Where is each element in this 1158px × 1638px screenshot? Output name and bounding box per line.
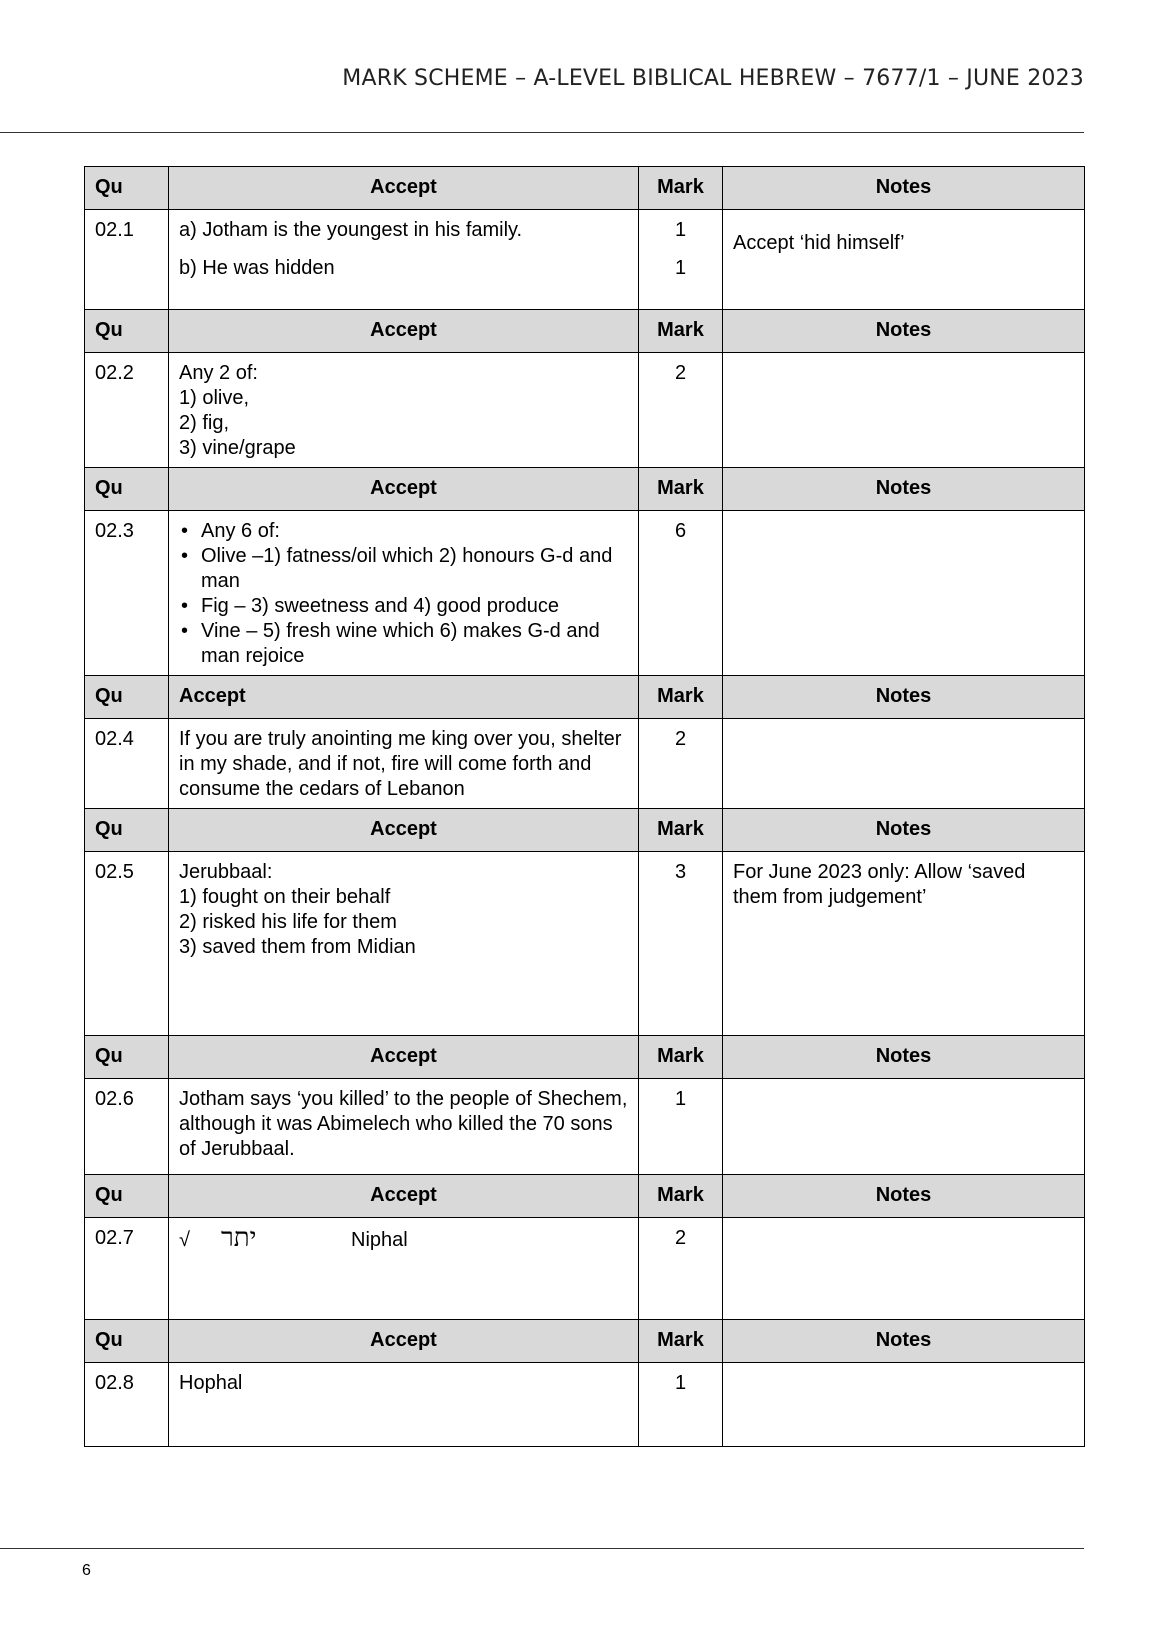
accept-line: Jerubbaal:	[179, 861, 273, 883]
footer-divider	[0, 1548, 1084, 1549]
header-mark: Mark	[639, 676, 723, 719]
header-accept: Accept	[169, 310, 639, 353]
notes-cell	[723, 210, 1085, 310]
table-row	[85, 1218, 1085, 1320]
table-header-row	[85, 809, 1085, 852]
header-qu: Qu	[85, 676, 169, 719]
table-header-row	[85, 1320, 1085, 1363]
table-header-row	[85, 468, 1085, 511]
header-qu: Qu	[85, 1175, 169, 1218]
mark-cell: 1	[639, 1079, 723, 1175]
header-mark: Mark	[639, 1320, 723, 1363]
header-notes: Notes	[723, 167, 1085, 210]
accept-cell	[169, 852, 639, 1036]
question-number: 02.1	[85, 210, 169, 310]
accept-line: Any 2 of:	[179, 362, 258, 384]
notes-cell	[723, 1363, 1085, 1447]
header-notes: Notes	[723, 1175, 1085, 1218]
mark-scheme-table	[84, 166, 1085, 1447]
header-accept: Accept	[169, 1320, 639, 1363]
hebrew-root-line	[179, 1223, 628, 1253]
header-qu: Qu	[85, 468, 169, 511]
verb-form: Niphal	[351, 1229, 408, 1251]
header-accept: Accept	[169, 167, 639, 210]
notes-line: Accept ‘hid himself’	[733, 232, 905, 254]
accept-cell	[169, 511, 639, 676]
question-number: 02.2	[85, 353, 169, 468]
document-header-title: MARK SCHEME – A-LEVEL BIBLICAL HEBREW – 7677/1 – JUNE 2023	[342, 66, 1084, 91]
header-qu: Qu	[85, 809, 169, 852]
question-number: 02.7	[85, 1218, 169, 1320]
accept-line: 1) olive,	[179, 387, 250, 409]
header-mark: Mark	[639, 310, 723, 353]
hebrew-root: יתר	[221, 1223, 257, 1253]
table-row	[85, 1363, 1085, 1447]
notes-cell: For June 2023 only: Allow ‘saved them from judgement’	[723, 852, 1085, 1036]
header-accept: Accept	[169, 468, 639, 511]
header-notes: Notes	[723, 1320, 1085, 1363]
header-qu: Qu	[85, 167, 169, 210]
question-number: 02.5	[85, 852, 169, 1036]
table-row	[85, 353, 1085, 468]
mark-cell: 3	[639, 852, 723, 1036]
header-notes: Notes	[723, 676, 1085, 719]
mark-cell: 6	[639, 511, 723, 676]
mark-value: 1	[674, 257, 687, 279]
header-notes: Notes	[723, 310, 1085, 353]
mark-cell: 2	[639, 1218, 723, 1320]
header-accept: Accept	[169, 809, 639, 852]
mark-cell: 2	[639, 353, 723, 468]
table-row	[85, 1079, 1085, 1175]
table-header-row	[85, 1175, 1085, 1218]
accept-line: b) He was hidden	[179, 257, 335, 279]
header-accept: Accept	[169, 1175, 639, 1218]
accept-line: 2) risked his life for them	[179, 911, 397, 933]
accept-cell: Jotham says ‘you killed’ to the people of Shechem, although it was Abimelech who killed the 70 sons of Jerubbaal.	[169, 1079, 639, 1175]
header-notes: Notes	[723, 809, 1085, 852]
table-header-row	[85, 310, 1085, 353]
header-divider	[0, 132, 1084, 133]
square-root-icon: √	[179, 1229, 190, 1251]
accept-cell	[169, 1218, 639, 1320]
accept-cell	[169, 353, 639, 468]
mark-cell	[639, 210, 723, 310]
header-mark: Mark	[639, 468, 723, 511]
header-notes: Notes	[723, 468, 1085, 511]
question-number: 02.8	[85, 1363, 169, 1447]
table-row	[85, 210, 1085, 310]
notes-cell	[723, 353, 1085, 468]
mark-cell: 2	[639, 719, 723, 809]
header-mark: Mark	[639, 1175, 723, 1218]
table-header-row	[85, 167, 1085, 210]
accept-line: 3) vine/grape	[179, 437, 296, 459]
accept-line: a) Jotham is the youngest in his family.	[179, 219, 523, 241]
accept-line: 3) saved them from Midian	[179, 936, 416, 958]
table-row	[85, 511, 1085, 676]
page-number: 6	[82, 1562, 91, 1579]
mark-cell: 1	[639, 1363, 723, 1447]
header-qu: Qu	[85, 1320, 169, 1363]
question-number: 02.3	[85, 511, 169, 676]
notes-cell	[723, 1218, 1085, 1320]
accept-line: 1) fought on their behalf	[179, 886, 391, 908]
bullet-item: • Olive –1) fatness/oil which 2) honours G-d and man	[179, 544, 628, 594]
bullet-item: • Fig – 3) sweetness and 4) good produce	[179, 594, 628, 619]
notes-cell	[723, 719, 1085, 809]
accept-cell: Hophal	[169, 1363, 639, 1447]
mark-value: 1	[674, 219, 687, 241]
header-accept: Accept	[169, 1036, 639, 1079]
header-mark: Mark	[639, 809, 723, 852]
bullet-list	[179, 519, 628, 669]
header-qu: Qu	[85, 1036, 169, 1079]
notes-cell	[723, 511, 1085, 676]
bullet-item: • Any 6 of:	[179, 519, 628, 544]
accept-line: 2) fig,	[179, 412, 230, 434]
header-notes: Notes	[723, 1036, 1085, 1079]
table-row	[85, 852, 1085, 1036]
question-number: 02.6	[85, 1079, 169, 1175]
header-accept: Accept	[169, 676, 639, 719]
question-number: 02.4	[85, 719, 169, 809]
accept-cell: If you are truly anointing me king over you, shelter in my shade, and if not, fire will come forth and consume the cedars of Lebanon	[169, 719, 639, 809]
accept-cell	[169, 210, 639, 310]
table-header-row	[85, 676, 1085, 719]
header-mark: Mark	[639, 1036, 723, 1079]
header-mark: Mark	[639, 167, 723, 210]
table-row	[85, 719, 1085, 809]
header-qu: Qu	[85, 310, 169, 353]
notes-cell	[723, 1079, 1085, 1175]
table-header-row	[85, 1036, 1085, 1079]
bullet-item: • Vine – 5) fresh wine which 6) makes G-d and man rejoice	[179, 619, 628, 669]
